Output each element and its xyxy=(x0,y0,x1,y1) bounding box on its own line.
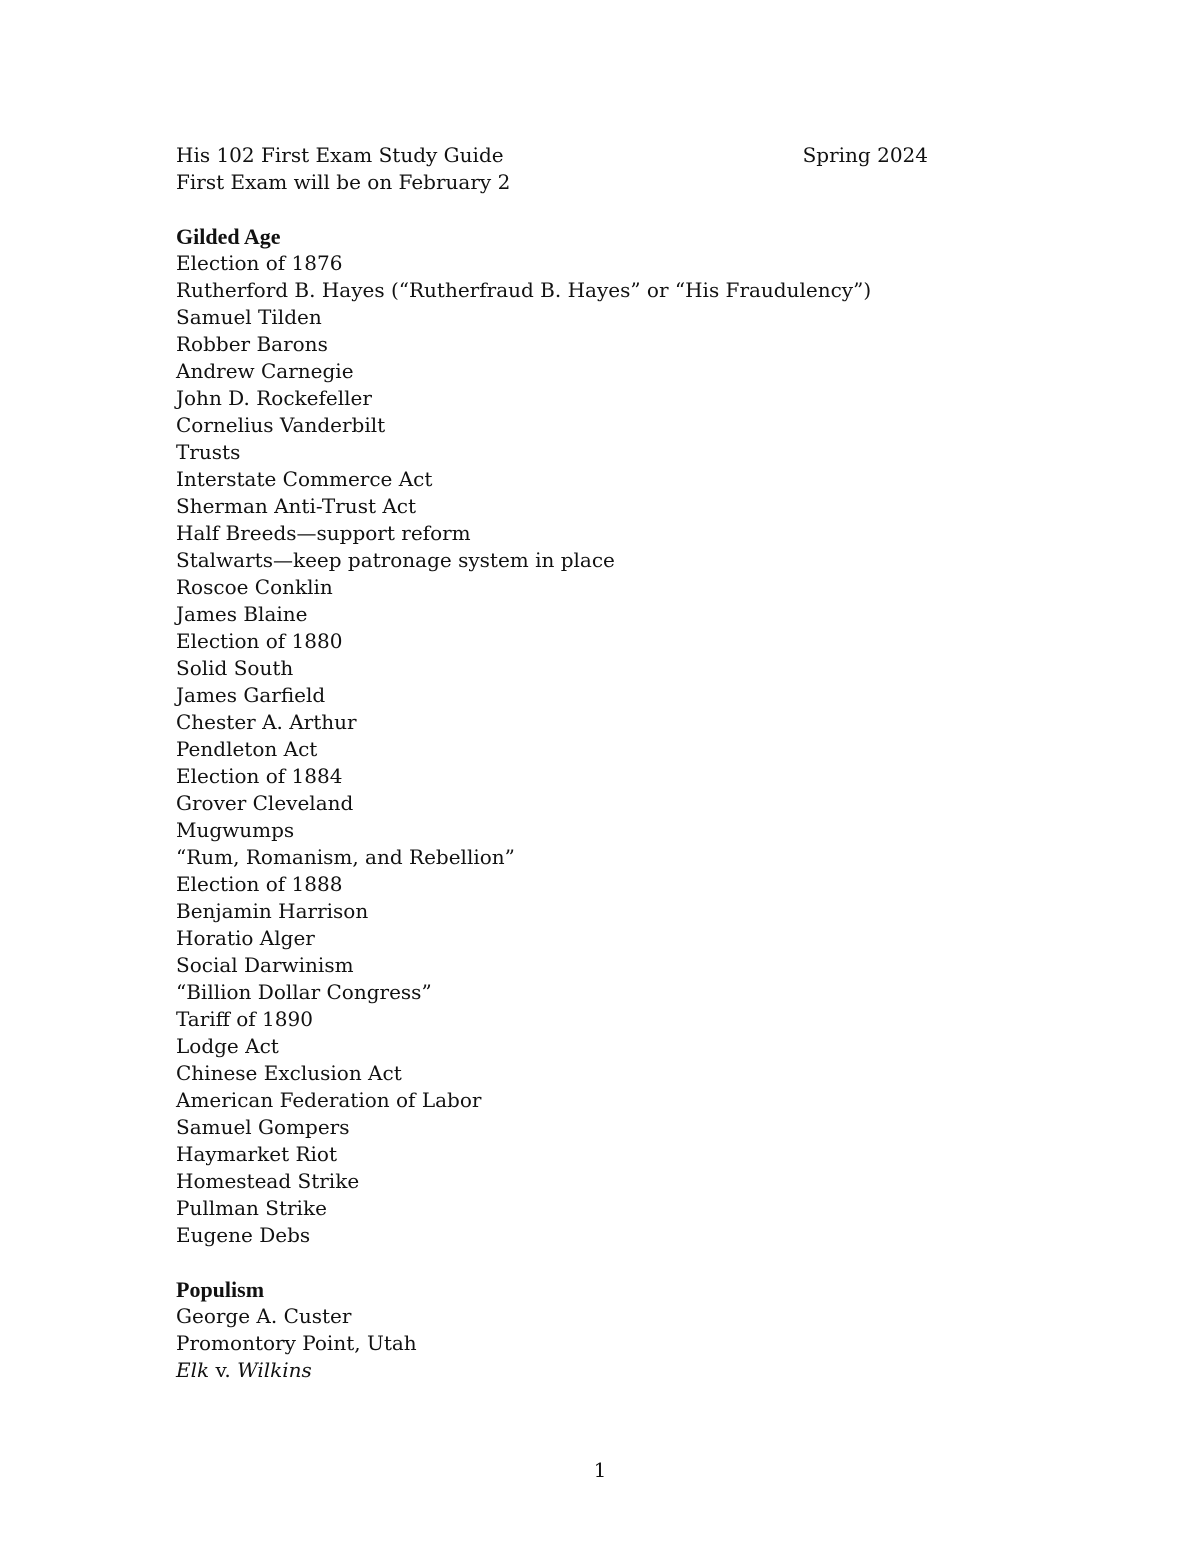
list-item: Solid South xyxy=(176,656,294,680)
gilded-age-list xyxy=(176,250,936,1249)
list-item: Robber Barons xyxy=(176,332,328,356)
case-defendant: Wilkins xyxy=(237,1358,312,1382)
list-item-case xyxy=(176,1357,936,1384)
list-item: Half Breeds—support reform xyxy=(176,521,471,545)
case-plaintiff: Elk xyxy=(176,1358,210,1382)
list-item: Chester A. Arthur xyxy=(176,710,357,734)
list-item: Promontory Point, Utah xyxy=(176,1331,417,1355)
list-item: Horatio Alger xyxy=(176,926,315,950)
list-item: Samuel Tilden xyxy=(176,305,322,329)
list-item: Haymarket Riot xyxy=(176,1142,337,1166)
term-label: Spring 2024 xyxy=(802,143,928,167)
list-item: American Federation of Labor xyxy=(176,1088,482,1112)
populism-list xyxy=(176,1303,936,1384)
spacer xyxy=(176,1249,936,1276)
page-number: 1 xyxy=(593,1458,607,1482)
list-item: Election of 1888 xyxy=(176,872,343,896)
list-item: Andrew Carnegie xyxy=(176,359,354,383)
list-item: Social Darwinism xyxy=(176,953,354,977)
list-item: Benjamin Harrison xyxy=(176,899,369,923)
list-item: Samuel Gompers xyxy=(176,1115,350,1139)
list-item: George A. Custer xyxy=(176,1304,352,1328)
list-item: Rutherford B. Hayes (“Rutherfraud B. Hayes” or “His Fraudulency”) xyxy=(176,278,872,302)
spacer xyxy=(176,196,936,223)
study-guide-content xyxy=(176,142,936,1384)
list-item: Homestead Strike xyxy=(176,1169,360,1193)
list-item: “Billion Dollar Congress” xyxy=(176,980,432,1004)
header-row xyxy=(176,142,928,169)
list-item: Stalwarts—keep patronage system in place xyxy=(176,548,615,572)
list-item: James Garfield xyxy=(176,683,326,707)
list-item: Trusts xyxy=(176,440,241,464)
list-item: Cornelius Vanderbilt xyxy=(176,413,386,437)
list-item: Eugene Debs xyxy=(176,1223,311,1247)
list-item: Mugwumps xyxy=(176,818,295,842)
list-item: Grover Cleveland xyxy=(176,791,354,815)
case-versus: v. xyxy=(215,1358,231,1382)
list-item: Election of 1876 xyxy=(176,251,343,275)
list-item: John D. Rockefeller xyxy=(176,386,372,410)
list-item: Chinese Exclusion Act xyxy=(176,1061,402,1085)
section-heading-gilded-age: Gilded Age xyxy=(176,224,281,249)
list-item: Roscoe Conklin xyxy=(176,575,333,599)
list-item: James Blaine xyxy=(176,602,308,626)
list-item: Pullman Strike xyxy=(176,1196,327,1220)
list-item: Interstate Commerce Act xyxy=(176,467,433,491)
list-item: Election of 1880 xyxy=(176,629,343,653)
document-title: His 102 First Exam Study Guide xyxy=(176,143,504,167)
list-item: Tariff of 1890 xyxy=(176,1007,313,1031)
list-item: Lodge Act xyxy=(176,1034,279,1058)
exam-date: First Exam will be on February 2 xyxy=(176,170,511,194)
list-item: Election of 1884 xyxy=(176,764,343,788)
list-item: Sherman Anti-Trust Act xyxy=(176,494,417,518)
list-item: “Rum, Romanism, and Rebellion” xyxy=(176,845,515,869)
list-item: Pendleton Act xyxy=(176,737,318,761)
section-heading-populism: Populism xyxy=(176,1277,265,1302)
